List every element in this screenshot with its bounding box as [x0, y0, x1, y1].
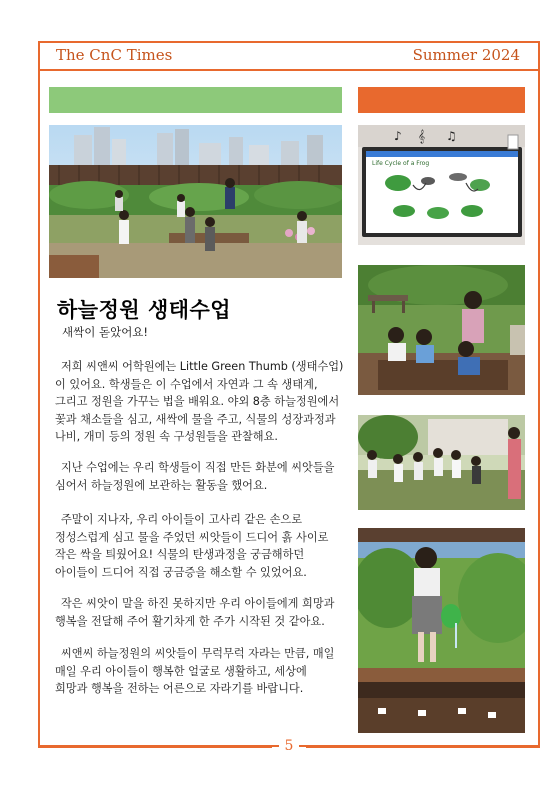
paragraph-line: 그리고 정원을 가꾸는 법을 배워요. 야외 8층 하늘정원에서	[55, 395, 340, 408]
paragraph-line: 심어서 하늘정원에 보관하는 활동을 했어요.	[55, 478, 268, 492]
paragraph-line: 매일 우리 아이들이 행복한 얼굴로 생활하고, 세상에	[55, 664, 307, 678]
paragraph-line: 정성스럽게 심고 물을 주었던 씨앗들이 드디어 흙 사이로	[55, 530, 329, 544]
article-subhead: 새싹이 돋았어요!	[62, 325, 149, 339]
paragraph-line: 나비, 개미 등의 정원 속 구성원들을 관찰해요.	[55, 430, 278, 443]
paragraph-line: 아이들이 드디어 직접 궁금증을 해소할 수 있었어요.	[55, 565, 307, 579]
article-paragraph-3	[55, 511, 350, 581]
frog-lifecycle-screen-photo	[358, 125, 525, 245]
issue-season: Summer 2024	[412, 46, 520, 64]
music-note-icon: ♪	[394, 129, 402, 143]
footer-rule-left	[38, 746, 272, 748]
paragraph-line: 씨앤씨 하늘정원의 씨앗들이 무럭무럭 자라는 만큼, 매일	[61, 647, 335, 660]
orange-banner-bar	[358, 87, 525, 113]
girl-watering-photo	[358, 528, 525, 733]
rooftop-garden-photo	[49, 125, 342, 278]
paragraph-line: 지난 수업에는 우리 학생들이 직접 만든 화분에 씨앗들을	[61, 461, 335, 474]
paragraph-line: 주말이 지나자, 우리 아이들이 고사리 같은 손으로	[61, 513, 303, 526]
footer-rule-right	[306, 746, 540, 748]
article-paragraph-5	[55, 645, 350, 698]
svg-text:𝄞: 𝄞	[418, 129, 426, 143]
newsletter-header	[38, 41, 540, 71]
svg-text:Life Cycle of a Frog: Life Cycle of a Frog	[372, 160, 430, 167]
article-paragraph-2	[55, 459, 350, 494]
page-number: 5	[279, 738, 299, 754]
class-group-photo	[358, 415, 525, 510]
paragraph-line: 꽃과 채소들을 심고, 새싹에 물을 주고, 식물의 성장과정과	[55, 412, 336, 426]
svg-text:♫: ♫	[446, 129, 457, 143]
paragraph-line: 희망과 행복을 전하는 어른으로 자라기를 바랍니다.	[55, 682, 304, 695]
paragraph-line: 이 있어요. 학생들은 이 수업에서 자연과 그 속 생태계,	[55, 377, 318, 391]
paragraph-line: 작은 씨앗이 말을 하진 못하지만 우리 아이들에게 희망과	[61, 597, 335, 610]
article-paragraph-1	[55, 358, 350, 446]
kids-planting-photo	[358, 265, 525, 395]
newsletter-title: The CnC Times	[56, 46, 173, 64]
green-banner-bar	[49, 87, 342, 113]
paragraph-line: 저희 씨앤씨 어학원에는 Little Green Thumb (생태수업)	[61, 360, 344, 373]
paragraph-line: 작은 싹을 틔웠어요! 식물의 탄생과정을 궁금해하던	[55, 548, 305, 561]
paragraph-line: 행복을 전달해 주어 활기차게 한 주가 시작된 것 같아요.	[55, 614, 325, 628]
article-paragraph-4	[55, 595, 350, 630]
article-headline: 하늘정원 생태수업	[57, 298, 232, 322]
